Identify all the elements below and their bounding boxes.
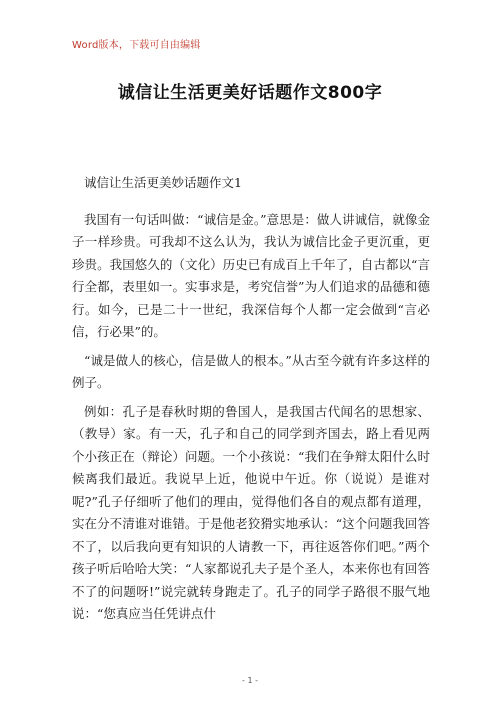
document-title: 诚信让生活更美好话题作文800字 <box>117 83 383 103</box>
document-body <box>72 172 430 632</box>
section-heading: 诚信让生活更美妙话题作文1 <box>84 175 242 190</box>
paragraph: “诚是做人的核心，信是做人的根本。”从古至今就有许多这样的例子。 <box>72 352 430 390</box>
page-number: - 1 - <box>242 676 258 685</box>
paragraph: 例如：孔子是春秋时期的鲁国人，是我国古代闻名的思想家、（教导）家。有一天，孔子和自己的同学到齐国去，路上看见两个小孩正在（辩论）问题。一个小孩说：“我们在争辩太阳什么时候离我们最近。我说早上近，他说中午近。你（说说）是谁对呢?”孔子仔细听了他们的理由，觉得他们各自的观点都有道理，实在分不清谁对谁错。于是他老狡猾实地承认：“这个问题我回答不了，以后我向更有知识的人请教一下，再往返答你们吧。”两个孩子听后哈哈大笑：“人家都说孔夫子是个圣人，本来你也有回答不了的问题呀!”说完就转身跑走了。孔子的同学子路很不服气地说：“您真应当任凭讲点什 <box>72 403 430 621</box>
header-note: Word版本，下载可自由编辑 <box>72 40 201 51</box>
paragraph: 我国有一句话叫做：“诚信是金。”意思是：做人讲诚信，就像金子一样珍贵。可我却不这么认为，我认为诚信比金子更沉重，更珍贵。我国悠久的（文化）历史已有成百上千年了，自古都以“言行全都，表里如一。实事求是，考究信誉”为人们追求的品德和德行。如今，已是二十一世纪，我深信每个人都一定会做到“言必信，行必果”的。 <box>72 211 430 339</box>
